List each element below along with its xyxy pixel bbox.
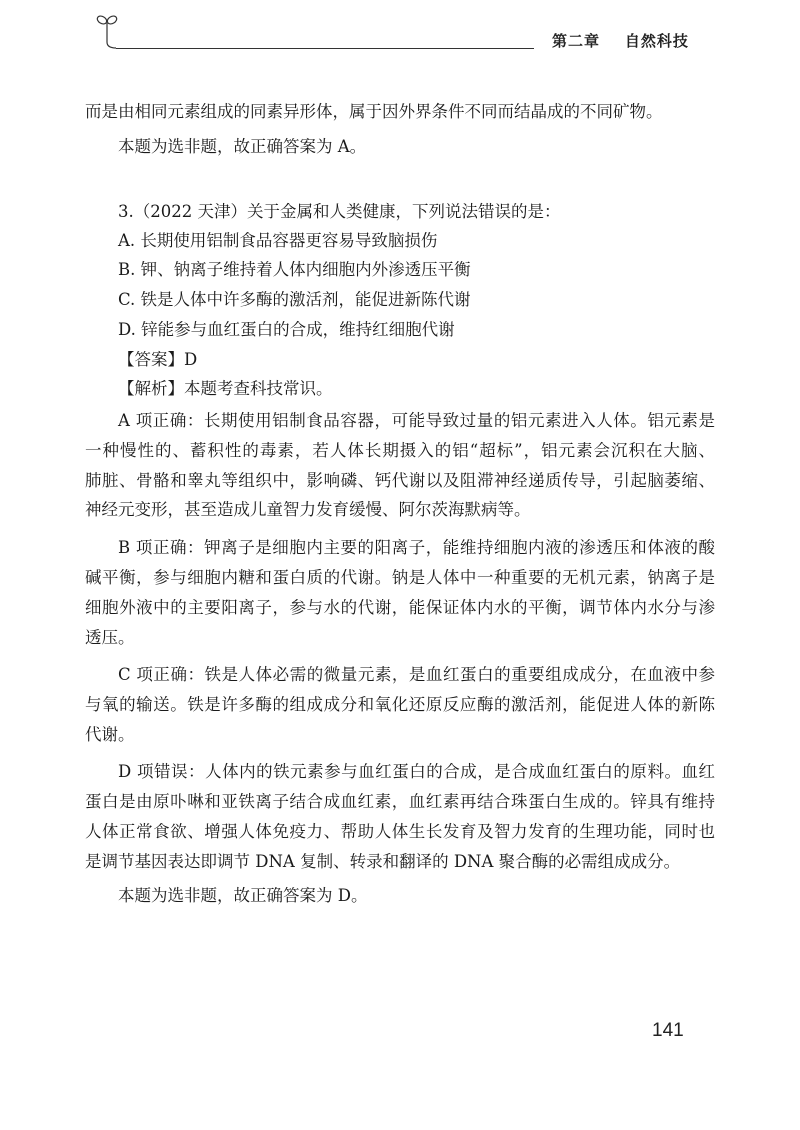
explanation-d-line: 是调节基因表达即调节 DNA 复制、转录和翻译的 DNA 聚合酶的必需组成成分。 xyxy=(85,852,681,871)
answer: 【答案】D xyxy=(118,350,198,369)
explanation-a-line: 神经元变形，甚至造成儿童智力发育缓慢、阿尔茨海默病等。 xyxy=(85,500,531,519)
intro-conclusion: 本题为选非题，故正确答案为 A。 xyxy=(118,137,367,156)
running-header xyxy=(552,30,689,51)
analysis-heading: 【解析】本题考查科技常识。 xyxy=(118,379,333,398)
explanation-d-line: 人体正常食欲、增强人体免疫力、帮助人体生长发育及智力发育的生理功能，同时也 xyxy=(85,822,715,841)
explanation-a-line: 肺脏、骨骼和睾丸等组织中，影响磷、钙代谢以及阻滞神经递质传导，引起脑萎缩、 xyxy=(85,471,715,490)
explanation-b-line: B 项正确：钾离子是细胞内主要的阳离子，能维持细胞内液的渗透压和体液的酸 xyxy=(118,538,715,557)
chapter-label: 第二章 xyxy=(552,32,601,50)
explanation-c-line: C 项正确：铁是人体必需的微量元素，是血红蛋白的重要组成成分，在血液中参 xyxy=(118,665,715,684)
explanation-c-line: 代谢。 xyxy=(85,725,135,744)
explanation-a-line: A 项正确：长期使用铝制食品容器，可能导致过量的铝元素进入人体。铝元素是 xyxy=(118,411,715,430)
option-d: D. 锌能参与血红蛋白的合成，维持红细胞代谢 xyxy=(118,320,455,339)
explanation-b-line: 碱平衡，参与细胞内糖和蛋白质的代谢。钠是人体中一种重要的无机元素，钠离子是 xyxy=(85,568,715,587)
final-conclusion: 本题为选非题，故正确答案为 D。 xyxy=(118,886,368,905)
explanation-b-line: 透压。 xyxy=(85,628,135,647)
explanation-d-line: D 项错误：人体内的铁元素参与血红蛋白的合成，是合成血红蛋白的原料。血红 xyxy=(118,762,715,781)
sprout-icon xyxy=(94,14,124,50)
option-a: A. 长期使用铝制食品容器更容易导致脑损伤 xyxy=(118,231,438,250)
header-rule xyxy=(116,48,534,49)
question-stem: 3.（2022 天津）关于金属和人类健康，下列说法错误的是： xyxy=(118,202,561,221)
option-c: C. 铁是人体中许多酶的激活剂，能促进新陈代谢 xyxy=(118,290,471,309)
explanation-b-line: 细胞外液中的主要阳离子，参与水的代谢，能保证体内水的平衡，调节体内水分与渗 xyxy=(85,598,715,617)
page-number: 141 xyxy=(652,1020,684,1041)
explanation-d-line: 蛋白是由原卟啉和亚铁离子结合成血红素，血红素再结合珠蛋白生成的。锌具有维持 xyxy=(85,792,715,811)
option-b: B. 钾、钠离子维持着人体内细胞内外渗透压平衡 xyxy=(118,260,471,279)
section-label: 自然科技 xyxy=(624,32,689,50)
intro-line: 而是由相同元素组成的同素异形体，属于因外界条件不同而结晶成的不同矿物。 xyxy=(85,102,663,121)
explanation-a-line: 一种慢性的、蓄积性的毒素，若人体长期摄入的铝“超标”，铝元素会沉积在大脑、 xyxy=(85,441,715,460)
explanation-c-line: 与氧的输送。铁是许多酶的组成成分和氧化还原反应酶的激活剂，能促进人体的新陈 xyxy=(85,695,715,714)
